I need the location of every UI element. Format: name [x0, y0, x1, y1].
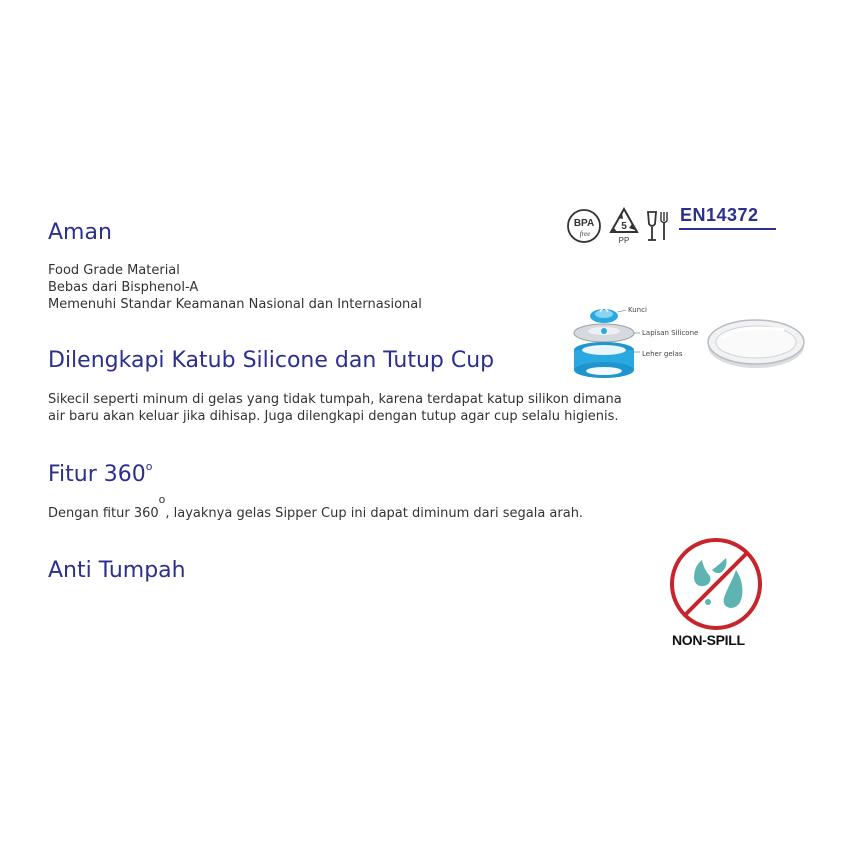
label-lapisan-silicone: Lapisan Silicone — [642, 329, 699, 337]
fitur-text-after: , layaknya gelas Sipper Cup ini dapat diminum dari segala arah. — [165, 506, 584, 521]
katub-line-1: Sikecil seperti minum di gelas yang tidak tumpah, karena terdapat katup silikon dimana — [48, 392, 622, 407]
food-safe-icon — [645, 208, 671, 244]
katub-line-2: air baru akan keluar jika dihisap. Juga dilengkapi dengan tutup agar cup selalu higienis. — [48, 409, 619, 424]
recycle-label: PP — [618, 236, 630, 245]
cup-lid-image — [704, 312, 808, 374]
aman-line-3: Memenuhi Standar Keamanan Nasional dan Internasional — [48, 297, 422, 312]
en14372-underline — [679, 228, 776, 230]
aman-line-2: Bebas dari Bisphenol-A — [48, 280, 199, 295]
no-spill-icon — [668, 536, 764, 632]
fitur-text-degree: o — [158, 492, 166, 506]
fitur-title: Fitur 360 — [48, 462, 146, 487]
bpa-text: BPA — [573, 218, 595, 229]
label-leher-gelas: Leher gelas — [642, 350, 683, 358]
recycle-number: 5 — [621, 221, 627, 232]
aman-line-1: Food Grade Material — [48, 263, 180, 278]
fitur-title-degree: o — [145, 459, 153, 473]
bpa-free-icon — [566, 208, 602, 244]
label-kunci: Kunci — [628, 306, 647, 314]
heading-aman: Aman — [48, 220, 112, 245]
fitur-description — [48, 492, 584, 522]
heading-fitur-360 — [48, 459, 153, 487]
bpa-free-text: free — [579, 230, 591, 238]
heading-katub-silicone: Dilengkapi Katub Silicone dan Tutup Cup — [48, 348, 495, 373]
en14372-label: EN14372 — [680, 205, 759, 225]
fitur-text-before: Dengan fitur 360 — [48, 506, 159, 521]
non-spill-label: NON-SPILL — [672, 632, 745, 648]
recycle-pp-icon — [608, 206, 640, 246]
heading-anti-tumpah: Anti Tumpah — [48, 558, 186, 583]
